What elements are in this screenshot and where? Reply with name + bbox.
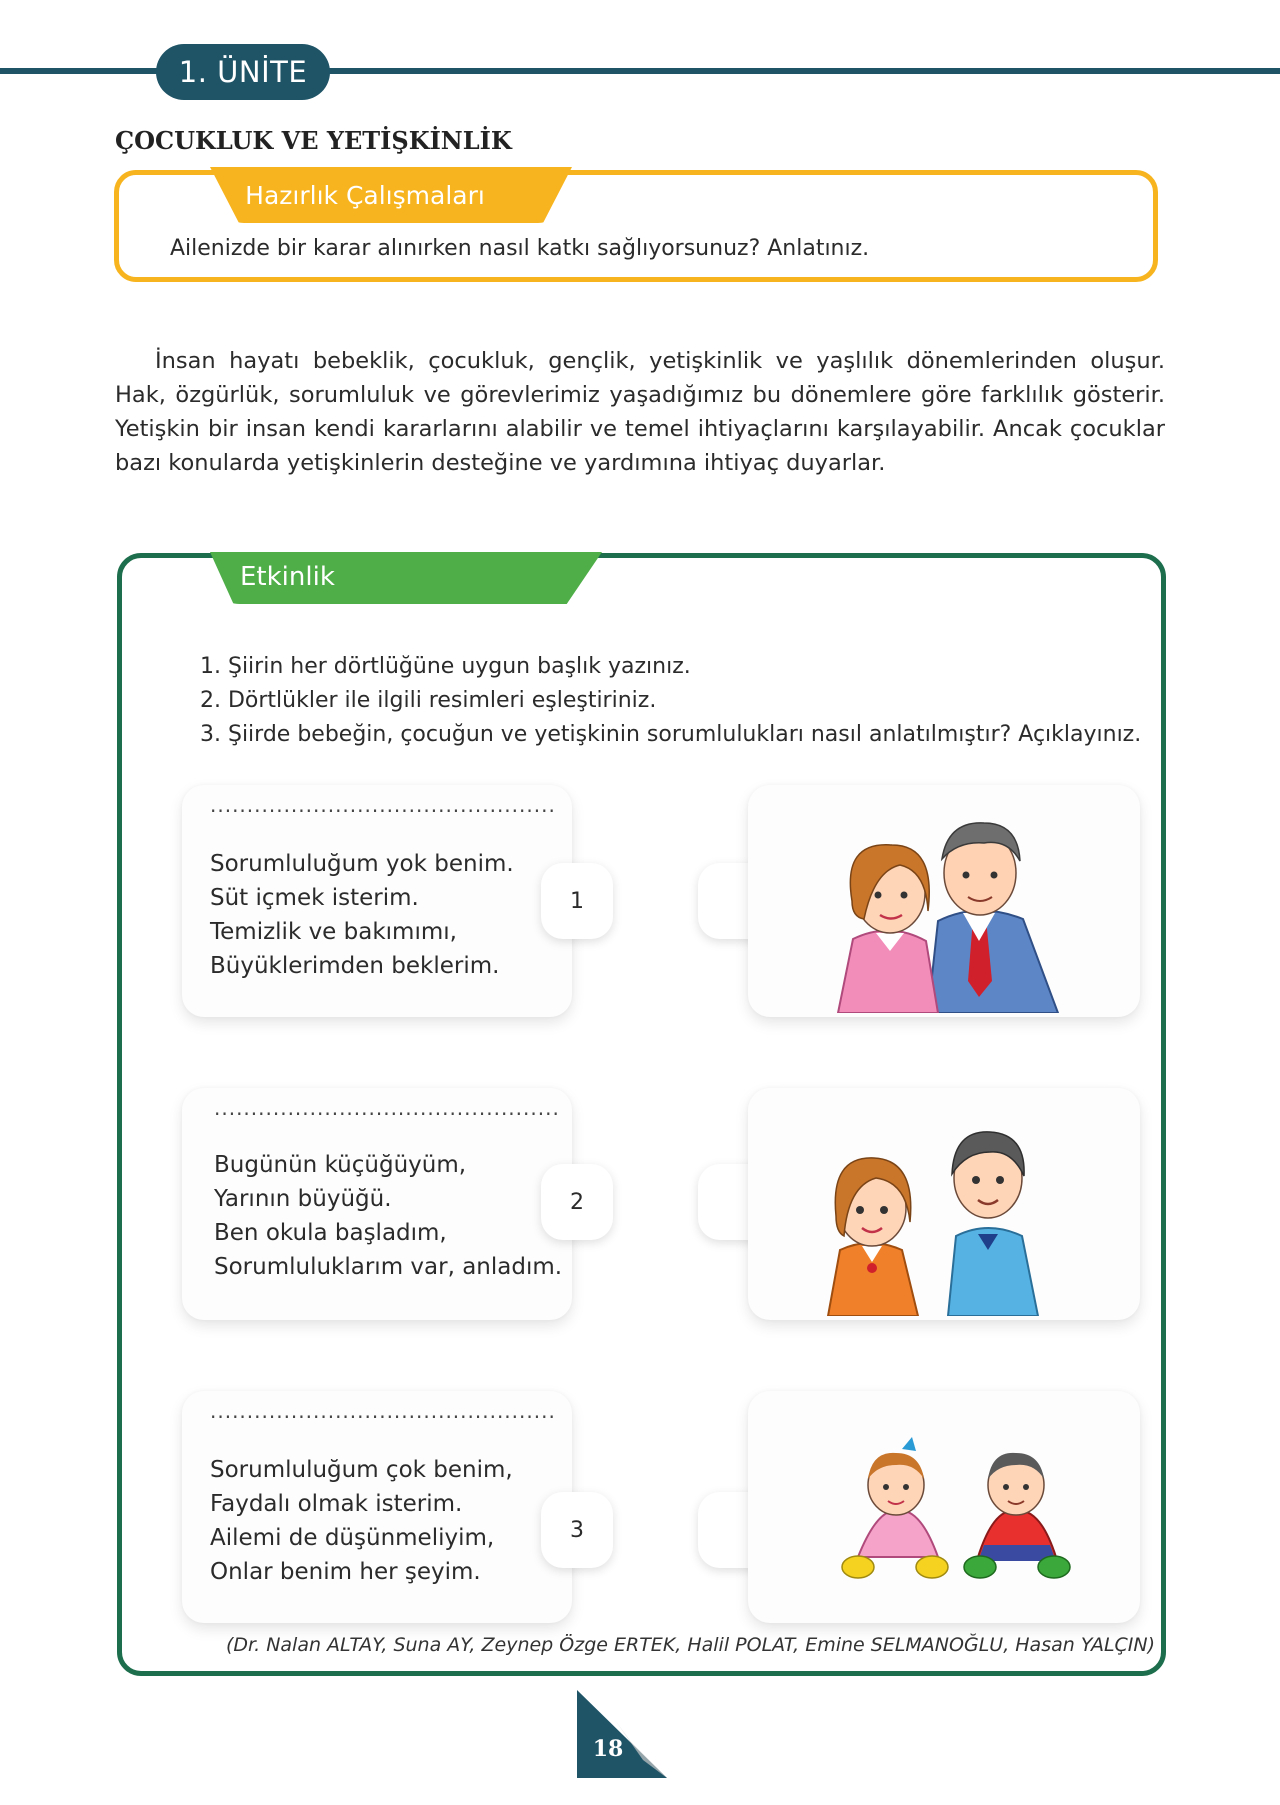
title-blank[interactable]: ...............................................	[210, 1399, 556, 1423]
page-number-badge	[575, 1690, 671, 1780]
stanza-line: Bugünün küçüğüyüm,	[214, 1152, 467, 1178]
intro-text: İnsan hayatı bebeklik, çocukluk, gençlik, yetişkinlik ve yaşlılık dönemlerinden oluşur. Hak, özgürlük, sorumluluk ve görevlerimiz yaşadığımız bu dönemlere göre farklılık gösterir. Yetişkin bir insan kendi kararlarını alabilir ve temel ihtiyaçlarını karşılayabilir. Ancak çocuklar bazı konularda yetişkinlerin desteğine ve yardımına ihtiyaç duyarlar.	[115, 348, 1165, 476]
section-title: ÇOCUKLUK VE YETİŞKİNLİK	[115, 126, 512, 155]
stanza-line: Sorumluluğum çok benim,	[210, 1457, 513, 1483]
stanza-line: Süt içmek isterim.	[210, 885, 419, 911]
stanza-card-2	[182, 1088, 572, 1320]
stanza-number-2: 2	[541, 1164, 613, 1240]
prep-question: Ailenizde bir karar alınırken nasıl katkı sağlıyorsunuz? Anlatınız.	[170, 236, 870, 261]
image-card-1	[748, 785, 1140, 1017]
babies-illustration-icon	[828, 1427, 1078, 1587]
stanza-line: Onlar benim her şeyim.	[210, 1559, 481, 1585]
title-blank[interactable]: ...............................................	[214, 1096, 560, 1120]
page-number: 18	[592, 1736, 624, 1762]
stanza-number-1: 1	[541, 863, 613, 939]
stanza-2	[214, 1148, 562, 1284]
unit-label: 1. ÜNİTE	[156, 44, 330, 100]
stanza-line: Ben okula başladım,	[214, 1220, 447, 1246]
stanza-line: Sorumluluğum yok benim.	[210, 851, 514, 877]
instruction-item: 2. Dörtlükler ile ilgili resimleri eşleştiriniz.	[200, 688, 657, 713]
stanza-line: Sorumluluklarım var, anladım.	[214, 1254, 563, 1280]
adult-couple-illustration-icon	[808, 801, 1088, 1013]
stanza-line: Yarının büyüğü.	[214, 1186, 392, 1212]
school-children-illustration-icon	[818, 1116, 1078, 1316]
stanza-1	[210, 847, 514, 983]
image-card-3	[748, 1391, 1140, 1623]
stanza-number-3: 3	[541, 1492, 613, 1568]
instruction-item: 3. Şiirde bebeğin, çocuğun ve yetişkinin sorumlulukları nasıl anlatılmıştır? Açıklayınız.	[200, 722, 1142, 747]
stanza-line: Faydalı olmak isterim.	[210, 1491, 463, 1517]
stanza-3	[210, 1453, 513, 1589]
stanza-card-1	[182, 785, 572, 1017]
stanza-line: Büyüklerimden beklerim.	[210, 953, 500, 979]
instruction-item: 1. Şiirin her dörtlüğüne uygun başlık yazınız.	[200, 654, 691, 679]
prep-tab-label: Hazırlık Çalışmaları	[245, 180, 485, 210]
activity-tab-label: Etkinlik	[240, 562, 335, 592]
image-card-2	[748, 1088, 1140, 1320]
instructions-list	[200, 650, 1141, 752]
stanza-line: Temizlik ve bakımımı,	[210, 919, 457, 945]
intro-paragraph	[115, 344, 1165, 480]
poem-credit: (Dr. Nalan ALTAY, Suna AY, Zeynep Özge ERTEK, Halil POLAT, Emine SELMANOĞLU, Hasan YALÇIN)	[226, 1634, 1156, 1656]
stanza-card-3	[182, 1391, 572, 1623]
stanza-line: Ailemi de düşünmeliyim,	[210, 1525, 495, 1551]
title-blank[interactable]: ...............................................	[210, 793, 556, 817]
